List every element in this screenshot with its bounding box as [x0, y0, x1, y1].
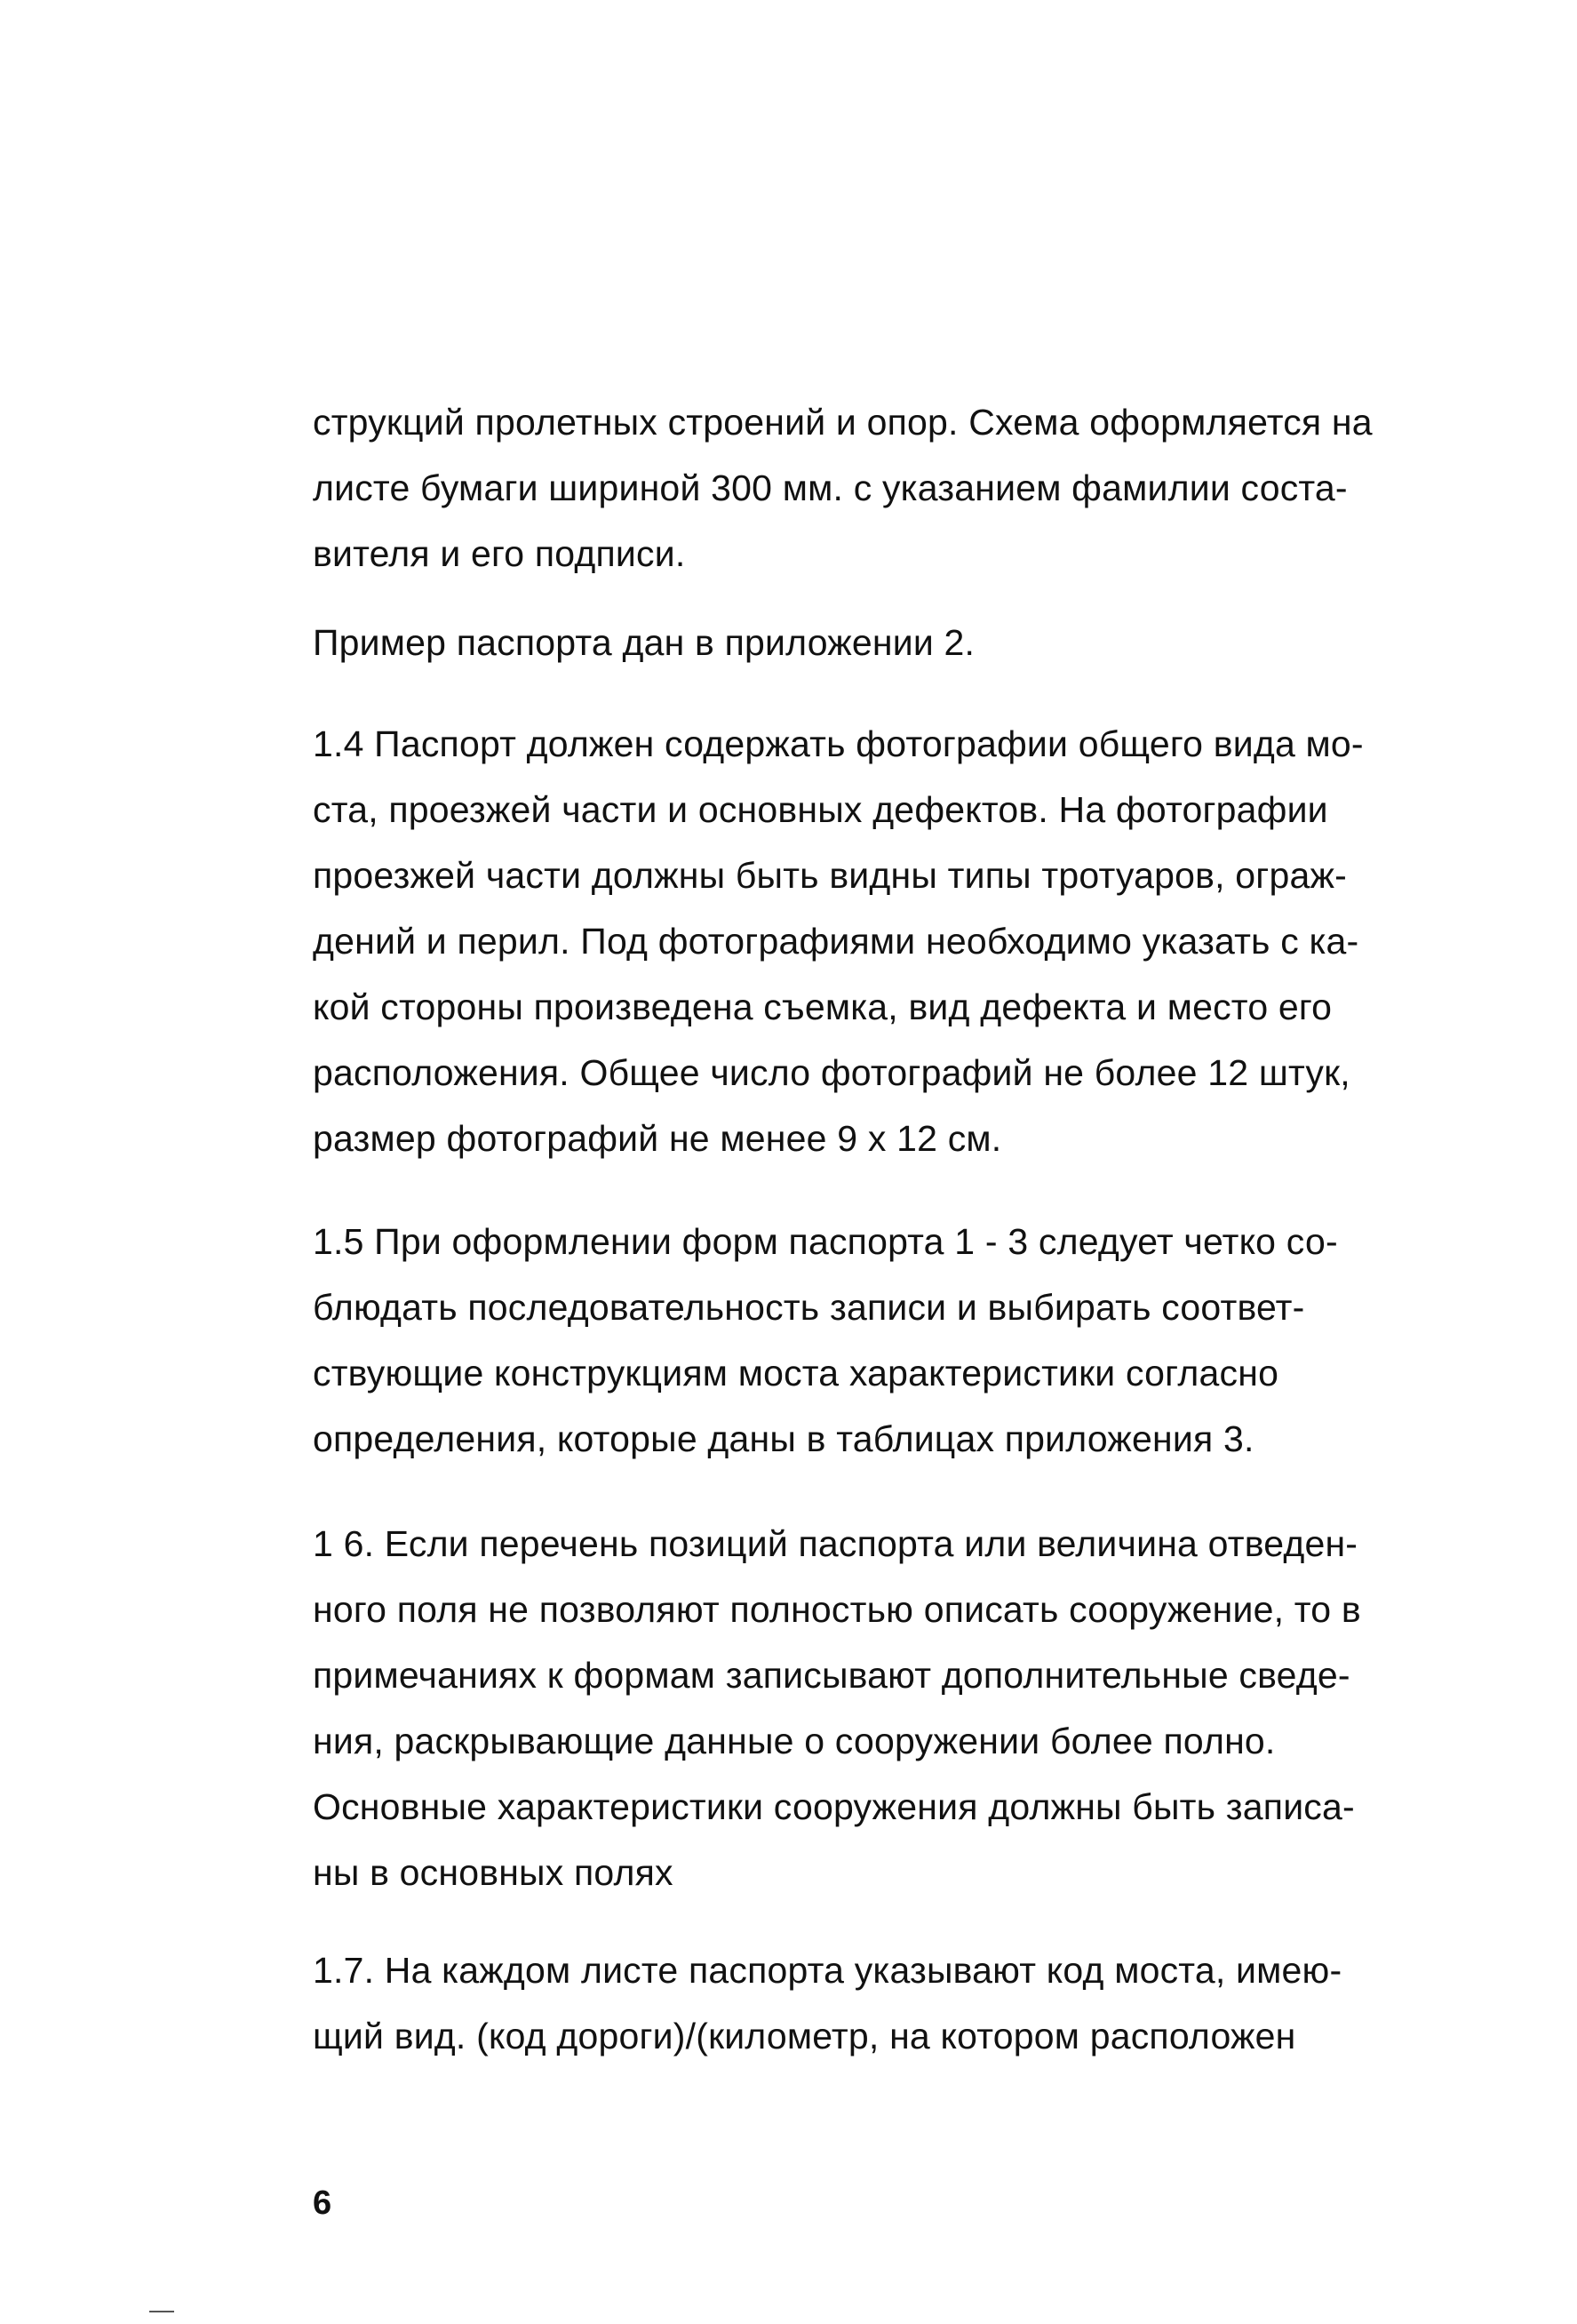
text-line: кой стороны произведена съемка, вид дефекта и место его	[313, 986, 1333, 1027]
text-line: проезжей части должны быть видны типы тротуаров, ограж-	[313, 855, 1347, 896]
text-line: расположения. Общее число фотографий не более 12 штук,	[313, 1052, 1350, 1093]
paragraph-scheme-continuation	[313, 389, 1419, 587]
text-line: ния, раскрывающие данные о сооружении более полно.	[313, 1721, 1276, 1761]
text-line: определения, которые даны в таблицах приложения 3.	[313, 1418, 1254, 1459]
text-line: ного поля не позволяют полностью описать сооружение, то в	[313, 1589, 1361, 1630]
text-line: 1.4 Паспорт должен содержать фотографии общего вида мо-	[313, 723, 1364, 764]
text-line: дений и перил. Под фотографиями необходимо указать с ка-	[313, 921, 1359, 962]
paragraph-1-4	[313, 711, 1419, 1171]
page-number: 6	[313, 2184, 332, 2222]
text-line: 1.7. На каждом листе паспорта указывают код моста, имею-	[313, 1950, 1342, 1991]
text-line: Основные характеристики сооружения должны быть записа-	[313, 1786, 1355, 1827]
paragraph-1-6	[313, 1511, 1419, 1905]
text-line: размер фотографий не менее 9 x 12 см.	[313, 1118, 1002, 1159]
text-line: листе бумаги шириной 300 мм. с указанием фамилии соста-	[313, 467, 1348, 508]
scan-artifact-mark	[149, 2311, 174, 2312]
text-line: струкций пролетных строений и опор. Схема оформляется на	[313, 402, 1373, 443]
paragraph-1-5	[313, 1209, 1419, 1472]
text-line: примечаниях к формам записывают дополнительные сведе-	[313, 1655, 1350, 1696]
text-line: 1.5 При оформлении форм паспорта 1 - 3 следует четко со-	[313, 1221, 1338, 1262]
text-line: щий вид. (код дороги)/(километр, на котором расположен	[313, 2016, 1296, 2056]
text-line: вителя и его подписи.	[313, 533, 686, 574]
text-line: блюдать последовательность записи и выбирать соответ-	[313, 1287, 1305, 1328]
text-line: 1 6. Если перечень позиций паспорта или величина отведен-	[313, 1523, 1358, 1564]
text-line: ны в основных полях	[313, 1852, 673, 1893]
paragraph-1-7	[313, 1937, 1419, 2069]
text-line: Пример паспорта дан в приложении 2.	[313, 622, 976, 663]
text-line: ствующие конструкциям моста характеристики согласно	[313, 1353, 1279, 1394]
paragraph-passport-example	[313, 610, 1419, 675]
text-line: ста, проезжей части и основных дефектов. На фотографии	[313, 789, 1328, 830]
